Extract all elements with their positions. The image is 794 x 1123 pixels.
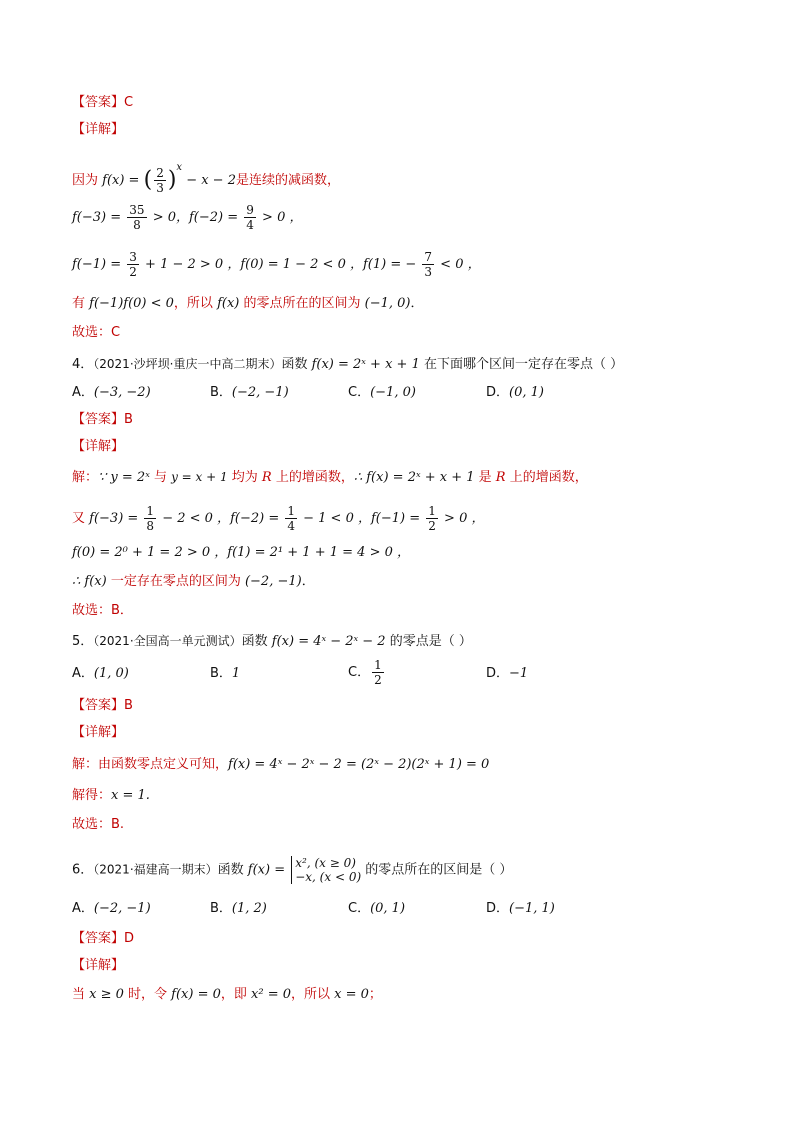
text: 解：由函数零点定义可知， — [72, 757, 229, 772]
q3-detail-line-1 — [72, 158, 340, 195]
math: f(x) = — [247, 862, 290, 878]
math: x ≥ 0 — [89, 987, 124, 1002]
q3-detail-line-4 — [72, 294, 423, 314]
q3-choose: 故选：C — [72, 325, 121, 340]
answer-value: C — [124, 95, 134, 110]
text: ，所以 — [173, 296, 218, 311]
detail-label: 【详解】 — [72, 958, 125, 973]
q4-option-c: C．(−1, 0) — [348, 385, 416, 400]
q5-detail-line-1 — [72, 755, 489, 775]
math: f(−1) = — [370, 511, 425, 526]
math: f(−3) = — [89, 511, 143, 526]
text: ． — [301, 574, 315, 589]
question-number: 4． — [72, 357, 94, 372]
q5-stem — [72, 631, 472, 652]
text: ，所以 — [291, 987, 335, 1002]
fraction: $\frac{1}{4}$ — [287, 504, 295, 533]
math: f(x) = 2ˣ + x + 1 — [311, 357, 420, 372]
q6-detail-line-1 — [72, 985, 382, 1005]
math: (−1, 0) — [364, 296, 411, 311]
text: 一定存在零点的区间为 — [106, 574, 245, 589]
math: f(x) = 0 — [171, 987, 221, 1002]
detail-label: 【详解】 — [72, 439, 125, 454]
question-source: （2021·沙坪坝·重庆一中高二期末） — [93, 357, 282, 371]
fraction: $\frac{2}{3}$ — [156, 166, 164, 195]
fraction: $\frac{9}{4}$ — [246, 203, 254, 232]
math: > 0，f(−2) = — [148, 210, 243, 225]
paren: ( — [143, 167, 153, 193]
text: 当 — [72, 987, 90, 1002]
math: f(x) = 4ˣ − 2ˣ − 2 = (2ˣ − 2)(2ˣ + 1) = 0 — [228, 757, 490, 772]
fraction: $\frac{35}{8}$ — [129, 203, 145, 232]
q6-option-a: A．(−2, −1) — [72, 901, 151, 916]
fraction: $\frac{3}{2}$ — [129, 250, 137, 279]
text: 均为 — [227, 470, 262, 485]
detail-label: 【详解】 — [72, 725, 125, 740]
text: 函数 — [217, 862, 248, 878]
math: ∵ y = 2ˣ — [98, 470, 150, 485]
question-source: （2021·福建高一期末） — [93, 862, 218, 877]
text: 又 — [72, 511, 90, 526]
math: f(x) = — [102, 173, 144, 188]
q5-option-b: B．1 — [210, 666, 241, 681]
math: y = x + 1 — [171, 470, 228, 484]
text: 是连续的减函数， — [235, 173, 340, 188]
text: ； — [368, 987, 382, 1002]
text: 上的增函数， — [505, 470, 588, 485]
math: R — [261, 470, 272, 485]
math: − 1 < 0 ， — [298, 511, 371, 526]
math: > 0 ， — [257, 210, 303, 225]
q4-option-a: A．(−3, −2) — [72, 385, 151, 400]
q4-option-b: B．(−2, −1) — [210, 385, 289, 400]
text: ． — [410, 296, 424, 311]
math: f(−1) = — [72, 257, 126, 272]
q5-option-c: C． $\frac{1}{2}$ — [348, 658, 382, 687]
q5-option-a: A．(1, 0) — [72, 666, 129, 681]
q5-choose: 故选：B. — [72, 817, 125, 832]
text: 上的增函数， — [271, 470, 354, 485]
text: 是 — [474, 470, 496, 485]
math: ∴ f(x) — [72, 574, 107, 589]
math: f(−3) = — [72, 210, 126, 225]
answer-label: 【答案】 — [72, 698, 125, 713]
fraction: $\frac{1}{2}$ — [428, 504, 436, 533]
q3-detail-line-2 — [72, 203, 302, 232]
text: 有 — [72, 296, 90, 311]
math: f(−1)f(0) < 0 — [89, 296, 174, 311]
q5-detail-line-2 — [72, 786, 150, 806]
piecewise: x², (x ≥ 0) −x, (x < 0) — [291, 856, 361, 884]
q4-stem — [72, 354, 623, 375]
text: 函数 — [241, 634, 272, 649]
math: (−2, −1) — [244, 574, 302, 589]
q4-option-d: D．(0, 1) — [486, 385, 544, 400]
text: 解得： — [72, 788, 112, 803]
q6-stem — [72, 856, 512, 884]
q6-option-c: C．(0, 1) — [348, 901, 406, 916]
text: 时，令 — [123, 987, 172, 1002]
text: 的零点是（ ） — [385, 634, 472, 649]
math: − x − 2 — [182, 173, 236, 188]
math: f(x) = 4ˣ − 2ˣ − 2 — [271, 634, 386, 649]
math: > 0 ， — [439, 511, 485, 526]
fraction: $\frac{7}{3}$ — [424, 250, 433, 279]
question-source: （2021·全国高一单元测试） — [93, 634, 242, 648]
answer-label: 【答案】 — [72, 931, 125, 946]
math: x = 1. — [111, 788, 150, 803]
math: x = 0 — [334, 987, 369, 1002]
answer-line-q3 — [72, 93, 133, 113]
text: 函数 — [281, 357, 312, 372]
math: − 2 < 0 ， — [158, 511, 231, 526]
fraction: $\frac{1}{2}$ — [374, 658, 382, 687]
answer-line-q4 — [72, 410, 133, 430]
text: 因为 — [72, 173, 103, 188]
math: R — [495, 470, 506, 485]
q3-detail-line-3 — [72, 250, 481, 279]
math: f(−2) = — [230, 511, 284, 526]
q6-option-d: D．(−1, 1) — [486, 901, 555, 916]
text: 解： — [72, 470, 99, 485]
q6-option-b: B．(1, 2) — [210, 901, 267, 916]
q4-detail-line-1 — [72, 467, 588, 488]
q4-choose: 故选：B． — [72, 603, 133, 618]
answer-value: D — [124, 931, 135, 946]
answer-value: B — [124, 412, 133, 427]
text: 的零点所在的区间是（ ） — [361, 862, 513, 878]
q4-detail-line-4 — [72, 572, 315, 592]
fraction: $\frac{1}{8}$ — [146, 504, 155, 533]
math: x² = 0 — [251, 987, 292, 1002]
text: 的零点所在的区间为 — [239, 296, 365, 311]
text: 在下面哪个区间一定存在零点（ ） — [419, 357, 624, 372]
math: < 0 ， — [436, 257, 481, 272]
answer-label: 【答案】 — [72, 412, 125, 427]
math: ∴ f(x) = 2ˣ + x + 1 — [353, 470, 475, 485]
q5-option-d: D．−1 — [486, 666, 529, 681]
answer-value: B — [124, 698, 133, 713]
question-number: 6． — [72, 862, 94, 878]
text: ，即 — [220, 987, 252, 1002]
question-number: 5． — [72, 634, 94, 649]
math: f(x) — [217, 296, 240, 311]
answer-line-q5 — [72, 696, 133, 716]
text: 与 — [149, 470, 172, 485]
math: + 1 − 2 > 0 ，f(0) = 1 − 2 < 0 ，f(1) = − — [140, 257, 421, 272]
q4-detail-line-3: f(0) = 2⁰ + 1 = 2 > 0 ，f(1) = 2¹ + 1 + 1 = 4 > 0 ， — [72, 545, 410, 560]
exponent: x — [176, 162, 183, 173]
answer-line-q6 — [72, 929, 134, 949]
q4-detail-line-2 — [72, 504, 484, 533]
detail-label: 【详解】 — [72, 122, 125, 137]
paren: ) — [167, 167, 177, 193]
answer-label: 【答案】 — [72, 95, 125, 110]
